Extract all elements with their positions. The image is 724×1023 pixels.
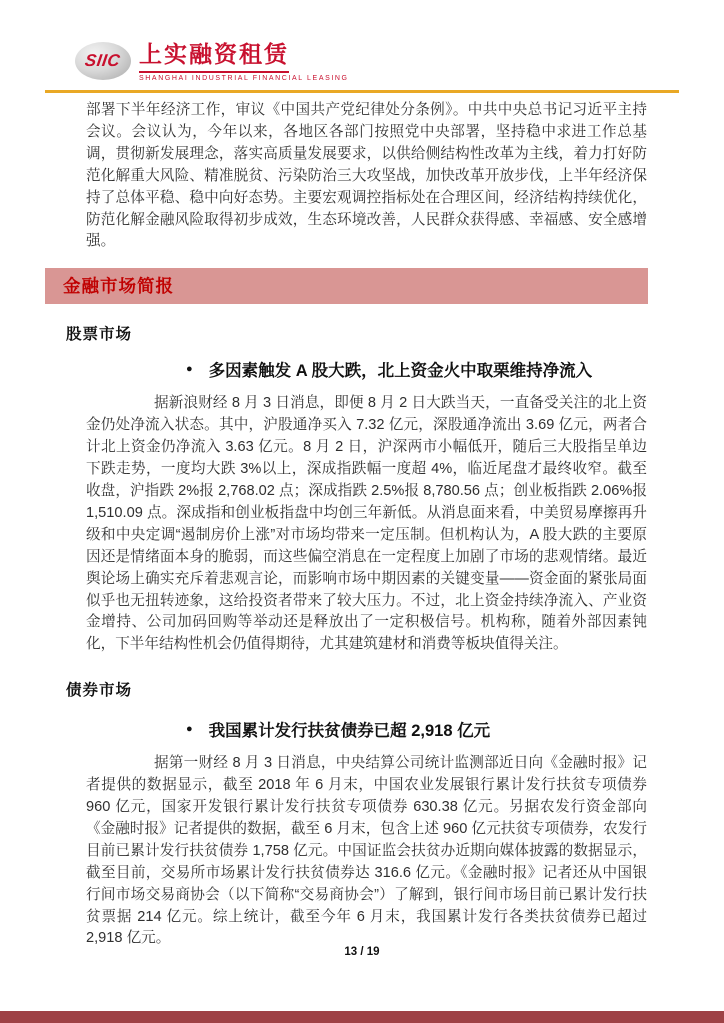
footer-bar (0, 1011, 724, 1023)
bullet-icon: ● (186, 722, 193, 735)
company-name-chinese: 上实融资租赁 (139, 36, 289, 73)
bullet-item-title: 多因素触发 A 股大跌，北上资金火中取栗维持净流入 (208, 362, 593, 381)
section-heading-bond-market: 债券市场 (66, 682, 133, 700)
page-number: 13 / 19 (344, 946, 380, 958)
siic-logo-text: SIIC (84, 51, 122, 70)
bullet-icon: ● (186, 362, 193, 375)
section-heading-stock-market: 股票市场 (66, 326, 133, 344)
siic-globe-icon (75, 42, 131, 80)
header-divider-rule (45, 90, 679, 93)
bond-market-paragraph: 据第一财经 8 月 3 日消息，中央结算公司统计监测部近日向《金融时报》记者提供的数据显示，截至 2018 年 6 月末，中国农业发展银行累计发行扶贫专项债券 960 亿元，国家开发银行累计发行扶贫专项债券 630.38 亿元。另据农发行资金部向《金融时报》记者提供的数据，截至 6 月末，包含上述 960 亿元扶贫专项债券，农发行目前已累计发行扶贫债券 1,758 亿元。中国证监会扶贫办近期向媒体披露的数据显示，截至目前，交易所市场累计发行扶贫债券达 316.6 亿元。《金融时报》记者还从中国银行间市场交易商协会（以下简称“交易商协会”）了解到，银行间市场目前已累计发行扶贫票据 214 亿元。综上统计，截至今年 6 月末，我国累计发行各类扶贫债券已超过 2,918 亿元。 (86, 755, 647, 947)
bullet-item-title: 我国累计发行扶贫债券已超 2,918 亿元 (208, 722, 491, 741)
intro-paragraph: 部署下半年经济工作，审议《中国共产党纪律处分条例》。中共中央总书记习近平主持会议。会议认为，今年以来，各地区各部门按照党中央部署，坚持稳中求进工作总基调，贯彻新发展理念，落实高质量发展要求，以供给侧结构性改革为主线，着力打好防范化解重大风险、精准脱贫、污染防治三大攻坚战，加快改革开放步伐，上半年经济保持了总体平稳、稳中向好态势。主要宏观调控指标处在合理区间，经济结构持续优化，防范化解金融风险取得初步成效，生态环境改善，人民群众获得感、幸福感、安全感增强。 (86, 102, 647, 250)
company-name-english: SHANGHAI INDUSTRIAL FINANCIAL LEASING (139, 75, 349, 82)
company-logo (75, 0, 679, 90)
bullet-item-stock (186, 357, 679, 381)
section-banner-title: 金融市场简报 (63, 276, 174, 297)
stock-market-paragraph: 据新浪财经 8 月 3 日消息，即便 8 月 2 日大跌当天，一直备受关注的北上资金仍处净流入状态。其中，沪股通净买入 7.32 亿元，深股通净流出 3.69 亿元，两者合计北上资金仍净流入 3.63 亿元。8 月 2 日，沪深两市小幅低开，随后三大股指呈单边下跌走势，一度均大跌 3%以上，深成指跌幅一度超 4%，临近尾盘才最终收窄。截至收盘，沪指跌 2%报 2,768.02 点；深成指跌 2.5%报 8,780.56 点；创业板指跌 2.06%报 1,510.09 点。深成指和创业板指盘中均创三年新低。从消息面来看，中美贸易摩擦再升级和中央定调“遏制房价上涨”对市场均带来一定压制。但机构认为，A 股大跌的主要原因还是情绪面本身的脆弱，而这些偏空消息在一定程度上加剧了市场的悲观情绪。最近舆论场上确实充斥着悲观言论，而影响市场中期因素的关键变量——资金面的紧张局面似乎也无扭转迹象，这给投资者带来了较大压力。不过，北上资金持续净流入、产业资金增持、公司加码回购等举动还是释放出了一定积极信号。机构称，随着外部因素钝化，下半年结构性机会仍值得期待，尤其建筑建材和消费等板块值得关注。 (86, 395, 647, 653)
section-banner (45, 268, 648, 304)
bullet-item-bond (186, 717, 679, 741)
